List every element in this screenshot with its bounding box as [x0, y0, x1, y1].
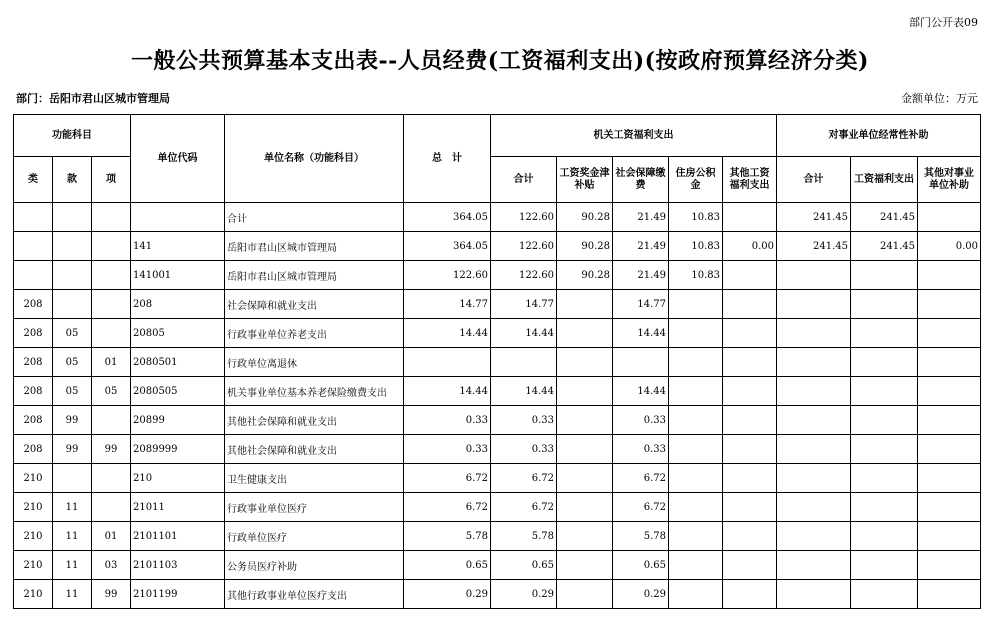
table-number-label: 部门公开表09 [909, 16, 978, 29]
header-org-housing: 住房公积金 [669, 157, 723, 203]
cell-org-other [723, 493, 777, 522]
cell-inst-subtotal [777, 406, 851, 435]
cell-org-wage: 90.28 [557, 203, 613, 232]
cell-name: 岳阳市君山区城市管理局 [225, 261, 404, 290]
cell-lei: 208 [14, 406, 53, 435]
cell-org-housing [669, 464, 723, 493]
cell-org-social: 0.29 [613, 580, 669, 609]
cell-org-wage [557, 580, 613, 609]
cell-org-social: 14.77 [613, 290, 669, 319]
cell-inst-subtotal [777, 493, 851, 522]
table-row [14, 261, 981, 290]
cell-kuan: 99 [53, 435, 92, 464]
table-row [14, 522, 981, 551]
cell-org-other [723, 580, 777, 609]
cell-inst-wage: 241.45 [851, 203, 918, 232]
cell-code [131, 203, 225, 232]
cell-name: 公务员医疗补助 [225, 551, 404, 580]
cell-org-housing [669, 551, 723, 580]
cell-org-other [723, 319, 777, 348]
cell-total: 364.05 [404, 232, 491, 261]
cell-inst-other [918, 319, 981, 348]
cell-org-social: 21.49 [613, 232, 669, 261]
table-row [14, 203, 981, 232]
cell-inst-wage [851, 551, 918, 580]
cell-kuan [53, 261, 92, 290]
cell-xiang [92, 464, 131, 493]
cell-xiang: 01 [92, 348, 131, 377]
cell-org-social: 6.72 [613, 493, 669, 522]
cell-org-housing [669, 290, 723, 319]
cell-inst-wage [851, 348, 918, 377]
cell-code: 2089999 [131, 435, 225, 464]
cell-inst-wage [851, 319, 918, 348]
cell-total: 0.33 [404, 435, 491, 464]
budget-table [13, 114, 981, 609]
header-kuan: 款 [53, 157, 92, 203]
cell-org-wage [557, 464, 613, 493]
header-total: 总 计 [404, 115, 491, 203]
cell-total: 0.33 [404, 406, 491, 435]
cell-inst-wage [851, 522, 918, 551]
cell-lei [14, 203, 53, 232]
amount-unit-label: 金额单位：万元 [901, 92, 978, 105]
cell-lei: 210 [14, 464, 53, 493]
cell-org-subtotal: 122.60 [491, 203, 557, 232]
header-xiang: 项 [92, 157, 131, 203]
cell-total: 6.72 [404, 464, 491, 493]
cell-org-social: 21.49 [613, 203, 669, 232]
cell-inst-other [918, 580, 981, 609]
cell-org-wage [557, 319, 613, 348]
cell-org-housing [669, 493, 723, 522]
cell-inst-other [918, 406, 981, 435]
header-inst-subtotal: 合计 [777, 157, 851, 203]
cell-inst-other [918, 261, 981, 290]
cell-org-social: 14.44 [613, 377, 669, 406]
cell-org-other [723, 522, 777, 551]
cell-org-social [613, 348, 669, 377]
cell-code: 210 [131, 464, 225, 493]
cell-kuan [53, 290, 92, 319]
table-row [14, 493, 981, 522]
cell-total: 122.60 [404, 261, 491, 290]
cell-xiang: 99 [92, 580, 131, 609]
table-row [14, 406, 981, 435]
cell-lei: 208 [14, 348, 53, 377]
cell-org-wage [557, 551, 613, 580]
cell-kuan: 11 [53, 522, 92, 551]
cell-name: 行政事业单位医疗 [225, 493, 404, 522]
cell-inst-other [918, 377, 981, 406]
cell-org-housing [669, 435, 723, 464]
cell-org-wage [557, 522, 613, 551]
cell-org-other [723, 203, 777, 232]
cell-code: 2080505 [131, 377, 225, 406]
cell-org-subtotal: 14.44 [491, 377, 557, 406]
cell-total: 14.44 [404, 319, 491, 348]
cell-org-wage [557, 406, 613, 435]
cell-inst-wage [851, 493, 918, 522]
cell-org-housing: 10.83 [669, 232, 723, 261]
cell-inst-wage [851, 290, 918, 319]
cell-xiang [92, 232, 131, 261]
cell-name: 行政单位离退休 [225, 348, 404, 377]
cell-org-social: 6.72 [613, 464, 669, 493]
cell-inst-other [918, 464, 981, 493]
cell-org-social: 0.65 [613, 551, 669, 580]
cell-org-other [723, 290, 777, 319]
header-org-wage: 工资奖金津补贴 [557, 157, 613, 203]
cell-xiang: 03 [92, 551, 131, 580]
cell-code: 208 [131, 290, 225, 319]
cell-inst-other: 0.00 [918, 232, 981, 261]
cell-xiang [92, 406, 131, 435]
cell-inst-other [918, 551, 981, 580]
cell-inst-subtotal [777, 261, 851, 290]
cell-kuan: 05 [53, 348, 92, 377]
header-inst-group: 对事业单位经常性补助 [777, 115, 981, 157]
cell-lei: 210 [14, 551, 53, 580]
cell-kuan: 11 [53, 580, 92, 609]
cell-name: 卫生健康支出 [225, 464, 404, 493]
table-row [14, 580, 981, 609]
cell-xiang [92, 203, 131, 232]
cell-org-subtotal: 5.78 [491, 522, 557, 551]
cell-lei [14, 232, 53, 261]
cell-kuan [53, 464, 92, 493]
cell-code: 20805 [131, 319, 225, 348]
cell-org-other [723, 464, 777, 493]
header-inst-wage: 工资福利支出 [851, 157, 918, 203]
cell-xiang: 05 [92, 377, 131, 406]
cell-xiang [92, 493, 131, 522]
cell-org-wage [557, 435, 613, 464]
cell-lei: 210 [14, 493, 53, 522]
cell-total: 0.29 [404, 580, 491, 609]
cell-code: 21011 [131, 493, 225, 522]
cell-inst-other [918, 290, 981, 319]
cell-org-other: 0.00 [723, 232, 777, 261]
cell-org-subtotal: 0.29 [491, 580, 557, 609]
cell-org-subtotal: 6.72 [491, 493, 557, 522]
cell-inst-wage [851, 261, 918, 290]
cell-name: 行政事业单位养老支出 [225, 319, 404, 348]
cell-inst-other [918, 493, 981, 522]
cell-inst-subtotal [777, 522, 851, 551]
cell-inst-wage [851, 435, 918, 464]
cell-total: 6.72 [404, 493, 491, 522]
table-row [14, 377, 981, 406]
cell-org-housing [669, 406, 723, 435]
cell-lei: 208 [14, 319, 53, 348]
cell-total: 14.77 [404, 290, 491, 319]
cell-org-wage [557, 348, 613, 377]
cell-inst-subtotal [777, 377, 851, 406]
cell-org-housing [669, 580, 723, 609]
cell-org-other [723, 435, 777, 464]
cell-org-subtotal [491, 348, 557, 377]
table-row [14, 551, 981, 580]
cell-kuan [53, 232, 92, 261]
header-org-other: 其他工资福利支出 [723, 157, 777, 203]
cell-kuan: 11 [53, 551, 92, 580]
cell-org-social: 5.78 [613, 522, 669, 551]
cell-name: 岳阳市君山区城市管理局 [225, 232, 404, 261]
cell-org-subtotal: 0.33 [491, 435, 557, 464]
cell-inst-wage [851, 377, 918, 406]
cell-code: 141 [131, 232, 225, 261]
cell-inst-other [918, 435, 981, 464]
cell-total: 364.05 [404, 203, 491, 232]
cell-code: 2080501 [131, 348, 225, 377]
cell-name: 行政单位医疗 [225, 522, 404, 551]
cell-inst-subtotal [777, 435, 851, 464]
cell-org-wage [557, 493, 613, 522]
cell-org-subtotal: 0.33 [491, 406, 557, 435]
cell-org-wage: 90.28 [557, 232, 613, 261]
cell-org-subtotal: 6.72 [491, 464, 557, 493]
cell-inst-wage [851, 406, 918, 435]
cell-name: 其他社会保障和就业支出 [225, 435, 404, 464]
cell-org-housing: 10.83 [669, 203, 723, 232]
cell-org-other [723, 348, 777, 377]
cell-lei: 208 [14, 290, 53, 319]
cell-org-subtotal: 122.60 [491, 232, 557, 261]
cell-inst-subtotal [777, 580, 851, 609]
cell-org-other [723, 261, 777, 290]
cell-xiang: 99 [92, 435, 131, 464]
cell-kuan: 05 [53, 377, 92, 406]
cell-xiang [92, 319, 131, 348]
cell-inst-other [918, 203, 981, 232]
cell-inst-subtotal [777, 290, 851, 319]
cell-org-subtotal: 122.60 [491, 261, 557, 290]
cell-code: 2101103 [131, 551, 225, 580]
cell-org-housing [669, 319, 723, 348]
cell-org-housing: 10.83 [669, 261, 723, 290]
table-row [14, 464, 981, 493]
cell-code: 20899 [131, 406, 225, 435]
cell-inst-subtotal [777, 348, 851, 377]
cell-org-subtotal: 14.77 [491, 290, 557, 319]
cell-inst-subtotal: 241.45 [777, 232, 851, 261]
cell-inst-subtotal [777, 319, 851, 348]
header-func-subject: 功能科目 [14, 115, 131, 157]
cell-org-housing [669, 348, 723, 377]
cell-inst-subtotal [777, 551, 851, 580]
cell-kuan: 99 [53, 406, 92, 435]
cell-org-housing [669, 522, 723, 551]
table-row [14, 319, 981, 348]
cell-org-social: 14.44 [613, 319, 669, 348]
cell-code: 141001 [131, 261, 225, 290]
cell-org-social: 0.33 [613, 435, 669, 464]
cell-lei: 210 [14, 522, 53, 551]
header-org-group: 机关工资福利支出 [491, 115, 777, 157]
department-label: 部门：岳阳市君山区城市管理局 [16, 92, 170, 105]
cell-name: 合计 [225, 203, 404, 232]
cell-org-housing [669, 377, 723, 406]
cell-xiang [92, 290, 131, 319]
cell-lei [14, 261, 53, 290]
cell-inst-other [918, 522, 981, 551]
cell-kuan [53, 203, 92, 232]
cell-org-wage [557, 377, 613, 406]
table-row [14, 435, 981, 464]
cell-org-subtotal: 14.44 [491, 319, 557, 348]
cell-inst-wage [851, 580, 918, 609]
cell-xiang: 01 [92, 522, 131, 551]
cell-lei: 208 [14, 377, 53, 406]
cell-inst-other [918, 348, 981, 377]
table-row [14, 290, 981, 319]
header-org-social: 社会保障缴费 [613, 157, 669, 203]
cell-inst-wage [851, 464, 918, 493]
cell-lei: 210 [14, 580, 53, 609]
cell-name: 其他行政事业单位医疗支出 [225, 580, 404, 609]
cell-org-other [723, 406, 777, 435]
header-org-subtotal: 合计 [491, 157, 557, 203]
header-unit-code: 单位代码 [131, 115, 225, 203]
cell-org-other [723, 377, 777, 406]
cell-org-wage [557, 290, 613, 319]
cell-code: 2101101 [131, 522, 225, 551]
table-row [14, 348, 981, 377]
cell-xiang [92, 261, 131, 290]
header-inst-other: 其他对事业单位补助 [918, 157, 981, 203]
cell-code: 2101199 [131, 580, 225, 609]
cell-total [404, 348, 491, 377]
cell-org-subtotal: 0.65 [491, 551, 557, 580]
cell-name: 社会保障和就业支出 [225, 290, 404, 319]
cell-inst-wage: 241.45 [851, 232, 918, 261]
cell-org-social: 21.49 [613, 261, 669, 290]
cell-inst-subtotal: 241.45 [777, 203, 851, 232]
cell-total: 14.44 [404, 377, 491, 406]
cell-org-wage: 90.28 [557, 261, 613, 290]
header-unit-name: 单位名称（功能科目） [225, 115, 404, 203]
cell-name: 机关事业单位基本养老保险缴费支出 [225, 377, 404, 406]
header-lei: 类 [14, 157, 53, 203]
cell-lei: 208 [14, 435, 53, 464]
cell-org-social: 0.33 [613, 406, 669, 435]
cell-kuan: 11 [53, 493, 92, 522]
cell-total: 5.78 [404, 522, 491, 551]
cell-total: 0.65 [404, 551, 491, 580]
cell-inst-subtotal [777, 464, 851, 493]
table-row [14, 232, 981, 261]
cell-org-other [723, 551, 777, 580]
cell-kuan: 05 [53, 319, 92, 348]
page-title: 一般公共预算基本支出表--人员经费(工资福利支出)(按政府预算经济分类) [131, 48, 869, 74]
cell-name: 其他社会保障和就业支出 [225, 406, 404, 435]
